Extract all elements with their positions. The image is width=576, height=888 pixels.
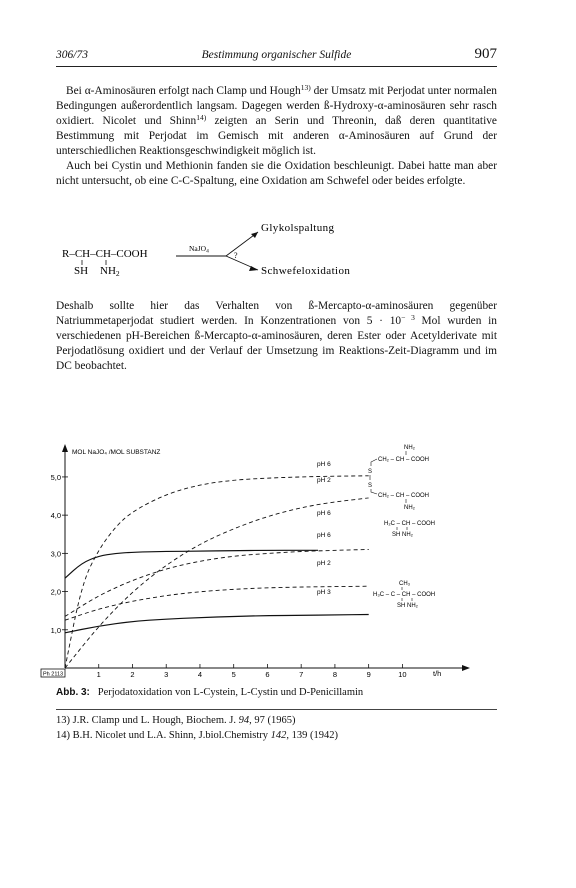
footnote-13-text: 13) J.R. Clamp und L. Hough, Biochem. J. — [56, 715, 239, 726]
series-line-ph2-1 — [65, 498, 369, 668]
penicillamin-ch3: CH₃ — [399, 581, 411, 587]
footnote-13 — [56, 713, 338, 728]
product-glykolspaltung: Glykolspaltung — [261, 222, 335, 234]
reactant-nh: NH — [100, 265, 116, 277]
penicillamin-line1: H₃C – C – CH – COOH — [373, 592, 436, 598]
reactant-nh2 — [100, 265, 120, 278]
cystin-s1: S — [368, 469, 373, 475]
x-tick-label: 8 — [332, 670, 337, 679]
reactant-sh: SH — [74, 265, 89, 277]
series-line-ph6-3 — [65, 550, 318, 578]
footnotes — [56, 713, 338, 743]
curve-label-ph2-low: pH 2 — [317, 560, 331, 567]
x-axis-label: t/h — [433, 669, 442, 678]
reaction-scheme — [56, 218, 497, 288]
footnote-13-volume: 94 — [238, 715, 250, 726]
penicillamin-line2: SH NH₂ — [397, 603, 418, 609]
y-axis-label: MOL NaJO₄ /MOL SUBSTANZ — [72, 449, 161, 456]
structure-cystein — [384, 521, 435, 538]
p1-text-a: Bei α-Aminosäuren erfolgt nach Clamp und Hough — [66, 85, 301, 97]
reagent-name: NaJO — [189, 244, 207, 253]
curve-label-ph6-mid1: pH 6 — [317, 510, 331, 517]
x-tick-label: 5 — [231, 670, 236, 679]
running-title: Bestimmung organischer Sulfide — [201, 49, 352, 61]
y-tick-label: 5,0 — [50, 472, 61, 482]
caption-text: Perjodatoxidation von L-Cystein, L-Cystin und D-Penicillamin — [97, 687, 364, 698]
chart-series — [65, 476, 369, 668]
paragraph-1 — [56, 84, 497, 159]
reactant-nh2-index: 2 — [115, 269, 120, 278]
structure-cystin — [368, 445, 429, 511]
footnote-13-pages: , 97 (1965) — [249, 715, 296, 726]
reaction-scheme-svg — [56, 218, 497, 288]
y-axis-arrow — [62, 444, 68, 452]
product-schwefeloxidation: Schwefeloxidation — [261, 265, 351, 277]
curve-label-ph3-low: pH 3 — [317, 589, 331, 596]
curve-label-ph2-top: pH 2 — [317, 477, 331, 484]
footnote-14-text: 14) B.H. Nicolet und L.A. Shinn, J.biol.Chemistry — [56, 730, 271, 741]
arrow-up-head — [251, 232, 258, 238]
cystin-bond-s2 — [371, 489, 377, 494]
x-tick-label: 6 — [265, 670, 270, 679]
figure-code: Ph 2113 — [43, 671, 64, 678]
running-header — [56, 46, 497, 67]
paragraph-2: Auch bei Cystin und Methionin fanden sie die Oxidation beschleunigt. Dabei hatte man aber nicht untersucht, ob eine C-C-Spaltung, eine Oxidation am Schwefel oder beides erfolgte. — [56, 160, 497, 187]
curve-label-ph6-top: pH 6 — [317, 461, 331, 468]
journal-issue: 306/73 — [56, 49, 88, 61]
x-tick-label: 1 — [96, 670, 101, 679]
footnote-14-volume: 142 — [270, 730, 287, 741]
x-tick-label: 7 — [299, 670, 304, 679]
x-tick-label: 2 — [130, 670, 135, 679]
p3-text-a: Deshalb sollte hier das Verhalten von ß-Mercapto-α-aminosäuren gegenüber Natriummetaperjodat studiert werden. In Konzentrationen von 5 · 10 — [56, 300, 497, 327]
ref-14: 14) — [196, 113, 207, 122]
p1-text-b: der Umsatz mit Perjodat unter normalen Bedingungen außerordentlich langsam. Dagegen werden ß-Hydroxy-α-aminosäuren sehr rasch oxidiert. Nicolet und Shinn — [56, 85, 497, 127]
cystin-s2: S — [368, 483, 373, 489]
cystein-line2: SH NH₂ — [392, 532, 413, 538]
cystin-nh2-bottom: NH₂ — [404, 505, 415, 511]
page-number: 907 — [474, 46, 497, 62]
reagent-label — [189, 244, 209, 255]
footnote-14-pages: , 139 (1942) — [286, 730, 339, 741]
cystein-line1: H₂C – CH – COOH — [384, 521, 436, 527]
p3-text-b: Mol wurden in verschiedenen pH-Bereichen ß-Mercapto-α-aminosäuren, deren Ester oder Acetylderivate mit Perjodatlösung oxidiert und der Verlauf der Umsetzung im Reaktions-Zeit-Diagramm und im DC beobachtet. — [56, 315, 498, 372]
ref-13: 13) — [300, 83, 311, 92]
y-tick-label: 1,0 — [50, 625, 61, 635]
cystin-line1: CH₂ – CH – COOH — [378, 457, 430, 463]
reaction-time-chart — [40, 440, 520, 680]
reagent-index: 4 — [206, 248, 209, 255]
series-line-ph6-0 — [65, 476, 369, 668]
x-axis-arrow — [462, 665, 470, 671]
y-tick-label: 4,0 — [50, 511, 61, 521]
cystin-nh2-top: NH₂ — [404, 445, 415, 451]
cystin-line2: CH₂ – CH – COOH — [378, 493, 430, 499]
chart-ticks — [51, 473, 407, 679]
footnote-14 — [56, 728, 338, 743]
y-tick-label: 3,0 — [50, 549, 61, 559]
reactant-formula: R–CH–CH–COOH — [62, 248, 148, 260]
x-tick-label: 9 — [366, 670, 371, 679]
footnote-rule — [56, 709, 497, 710]
figure-caption — [56, 687, 363, 698]
p3-exponent: − 3 — [401, 313, 415, 322]
structure-penicillamin — [373, 581, 435, 609]
curve-label-ph6-mid2: pH 6 — [317, 532, 331, 539]
question-mark: ? — [234, 251, 238, 260]
series-line-ph3-5 — [65, 615, 369, 633]
paragraph-3 — [56, 299, 497, 374]
x-tick-label: 3 — [164, 670, 169, 679]
cystin-bond-s1 — [371, 459, 377, 466]
x-tick-label: 10 — [398, 670, 407, 679]
x-tick-label: 4 — [197, 670, 203, 679]
chart-svg — [40, 440, 520, 680]
caption-label: Abb. 3: — [56, 687, 90, 698]
p1-text-c: zeigten an Serin und Threonin, daß deren quantitative Bestimmung mit Perjodat im Gemisch mit anderen α-Aminosäuren auf Grund der unterschiedlichen Reaktionsgeschwindigkeit möglich ist. — [56, 115, 497, 157]
header-rule — [56, 66, 497, 67]
y-tick-label: 2,0 — [50, 587, 61, 597]
